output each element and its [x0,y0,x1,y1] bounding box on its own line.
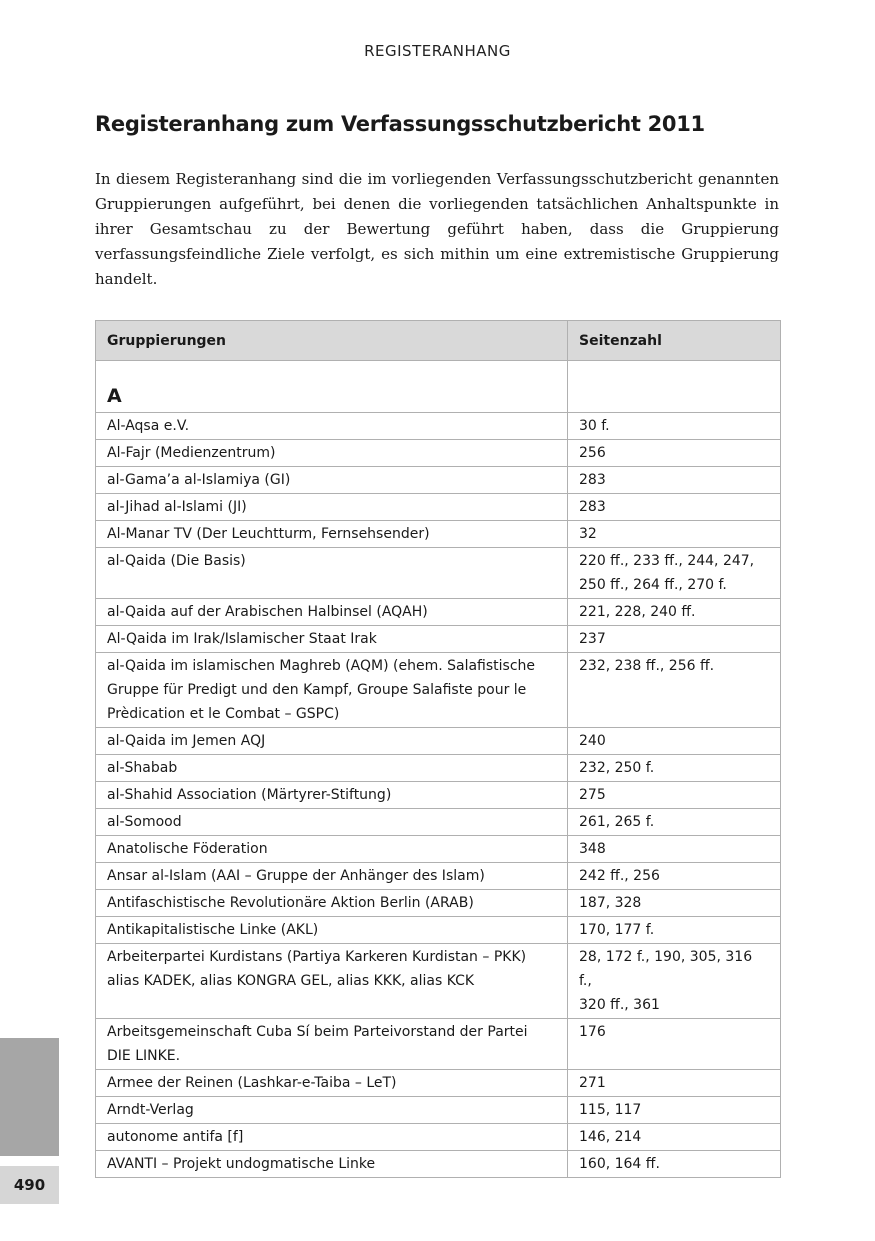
table-row [96,521,781,548]
group-name-cell: Antifaschistische Revolutionäre Aktion Berlin (ARAB) [96,890,568,917]
table-row [96,413,781,440]
group-name-cell: al-Jihad al-Islami (JI) [96,494,568,521]
page-numbers-cell: 160, 164 ff. [568,1151,781,1178]
table-row [96,467,781,494]
section-letter: A [107,385,122,407]
page-title: Registeranhang zum Verfassungsschutzbericht 2011 [95,112,705,136]
table-row [96,548,781,599]
table-row [96,599,781,626]
group-name-cell: al-Qaida im Jemen AQJ [96,728,568,755]
page-number: 490 [0,1166,59,1204]
page-numbers-cell: 348 [568,836,781,863]
group-name-cell: Al-Qaida im Irak/Islamischer Staat Irak [96,626,568,653]
table-row [96,944,781,1019]
page-numbers-cell: 187, 328 [568,890,781,917]
group-name-cell: al-Gama’a al-Islamiya (GI) [96,467,568,494]
group-name-cell: Al-Fajr (Medienzentrum) [96,440,568,467]
group-name-cell: Al-Manar TV (Der Leuchtturm, Fernsehsender) [96,521,568,548]
table-row [96,1019,781,1070]
table-row [96,863,781,890]
page-numbers-cell: 176 [568,1019,781,1070]
page-numbers-cell: 283 [568,494,781,521]
group-name-cell: Ansar al-Islam (AAI – Gruppe der Anhänger des Islam) [96,863,568,890]
group-name-cell: Arndt-Verlag [96,1097,568,1124]
table-row [96,755,781,782]
page-numbers-cell: 220 ff., 233 ff., 244, 247, 250 ff., 264 ff., 270 f. [568,548,781,599]
table-row [96,890,781,917]
page-numbers-cell: 271 [568,1070,781,1097]
group-name-cell: Antikapitalistische Linke (AKL) [96,917,568,944]
chapter-side-tab [0,1038,59,1156]
page-numbers-cell: 170, 177 f. [568,917,781,944]
page-numbers-cell: 32 [568,521,781,548]
group-name-cell: Armee der Reinen (Lashkar-e-Taiba – LeT) [96,1070,568,1097]
page-numbers-cell: 232, 250 f. [568,755,781,782]
group-name-cell: al-Shabab [96,755,568,782]
table-row [96,626,781,653]
page-numbers-cell: 30 f. [568,413,781,440]
page-numbers-cell: 115, 117 [568,1097,781,1124]
page-numbers-cell: 261, 265 f. [568,809,781,836]
table-row [96,836,781,863]
group-name-cell: Arbeiterpartei Kurdistans (Partiya Karkeren Kurdistan – PKK) alias KADEK, alias KONGRA GEL, alias KKK, alias KCK [96,944,568,1019]
column-header-groups: Gruppierungen [96,321,568,361]
table-row [96,440,781,467]
register-table [95,320,781,1178]
page-numbers-cell: 237 [568,626,781,653]
table-row [96,1151,781,1178]
table-row [96,728,781,755]
group-name-cell: al-Shahid Association (Märtyrer-Stiftung) [96,782,568,809]
group-name-cell: Arbeitsgemeinschaft Cuba Sí beim Parteivorstand der Partei DIE LINKE. [96,1019,568,1070]
table-row [96,1070,781,1097]
table-row [96,782,781,809]
group-name-cell: al-Qaida auf der Arabischen Halbinsel (AQAH) [96,599,568,626]
page-numbers-cell: 242 ff., 256 [568,863,781,890]
page-numbers-cell: 256 [568,440,781,467]
group-name-cell: AVANTI – Projekt undogmatische Linke [96,1151,568,1178]
group-name-cell: al-Qaida (Die Basis) [96,548,568,599]
table-row [96,1124,781,1151]
table-row [96,653,781,728]
page-numbers-cell: 221, 228, 240 ff. [568,599,781,626]
table-row [96,917,781,944]
table-body [96,361,781,1178]
table-row [96,809,781,836]
page-numbers-cell: 283 [568,467,781,494]
running-header: REGISTERANHANG [364,42,511,60]
section-letter-empty-cell [568,361,781,413]
page-numbers-cell: 240 [568,728,781,755]
table-header-row [96,321,781,361]
section-letter-cell [96,361,568,413]
group-name-cell: autonome antifa [f] [96,1124,568,1151]
group-name-cell: Anatolische Föderation [96,836,568,863]
intro-paragraph: In diesem Registeranhang sind die im vorliegenden Verfassungsschutzbericht genannten Gruppierungen aufgeführt, bei denen die vorliegenden tatsächlichen Anhaltspunkte in ihrer Gesamtschau zu der Bewertung geführt haben, dass die Gruppierung verfassungsfeindliche Ziele verfolgt, es sich mithin um eine extremistische Gruppierung handelt. [95,170,779,288]
table-row [96,1097,781,1124]
page-numbers-cell: 275 [568,782,781,809]
group-name-cell: Al-Aqsa e.V. [96,413,568,440]
group-name-cell: al-Somood [96,809,568,836]
page-numbers-cell: 146, 214 [568,1124,781,1151]
table-row [96,494,781,521]
column-header-pages: Seitenzahl [568,321,781,361]
page-numbers-cell: 232, 238 ff., 256 ff. [568,653,781,728]
page-numbers-cell: 28, 172 f., 190, 305, 316 f., 320 ff., 361 [568,944,781,1019]
group-name-cell: al-Qaida im islamischen Maghreb (AQM) (ehem. Salafistische Gruppe für Predigt und den Kampf, Groupe Salafiste pour le Prèdication et le Combat – GSPC) [96,653,568,728]
section-letter-row [96,361,781,413]
